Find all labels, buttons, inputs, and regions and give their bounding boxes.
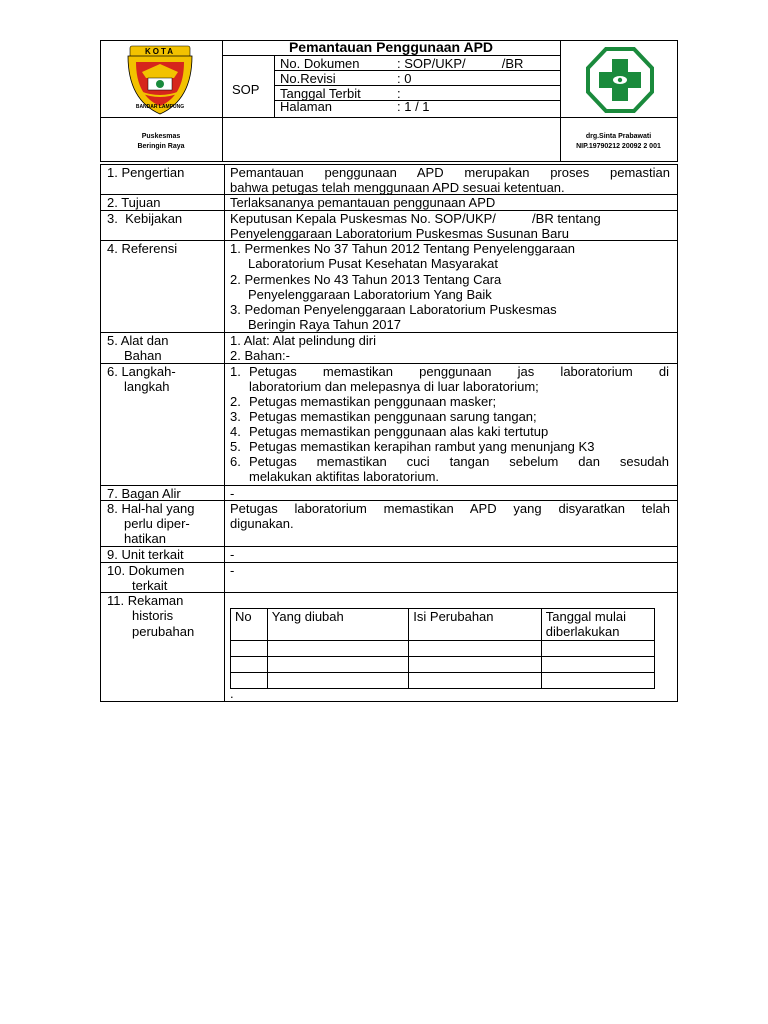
label-rekaman-3: perubahan <box>132 624 195 639</box>
signer-nip: NIP.19790212 20092 2 001 <box>576 143 661 150</box>
step-text: melakukan aktifitas laboratorium. <box>249 469 440 484</box>
signer-name: drg.Sinta Prabawati <box>585 133 652 140</box>
label-dokumen-2: terkait <box>132 578 168 593</box>
pengertian-line1: Pemantauan penggunaan APD merupakan proses pemastian <box>230 165 670 180</box>
field-value-halaman: : 1 / 1 <box>397 99 430 114</box>
step-number: 5. <box>230 439 241 454</box>
table-row <box>231 673 655 689</box>
label-alat-1: 5. Alat dan <box>107 333 169 348</box>
field-value-tanggal-terbit: : <box>397 86 401 101</box>
field-value-no-dokumen: : SOP/UKP/ /BR <box>397 56 524 71</box>
referensi-line3: 2. Permenkes No 43 Tahun 2013 Tentang Cara <box>230 272 502 287</box>
label-bagan-alir: 7. Bagan Alir <box>107 486 181 501</box>
alat-line1: 1. Alat: Alat pelindung diri <box>230 333 376 348</box>
bagan-alir-text: - <box>230 486 235 501</box>
alat-line2: 2. Bahan:- <box>230 348 290 363</box>
label-tujuan: 2. Tujuan <box>107 195 161 210</box>
step-text: laboratorium dan melepasnya di luar laboratorium; <box>249 379 539 394</box>
label-langkah-1: 6. Langkah- <box>107 364 176 379</box>
document-title: Pemantauan Penggunaan APD <box>288 39 494 55</box>
label-langkah-2: langkah <box>124 379 170 394</box>
institution-name-line1: Puskesmas <box>141 133 181 140</box>
field-label-no-dokumen: No. Dokumen <box>280 56 360 71</box>
label-halhal-3: hatikan <box>124 531 166 546</box>
label-halhal-2: perlu diper- <box>124 516 190 531</box>
step-text: Petugas memastikan penggunaan alas kaki tertutup <box>249 424 549 439</box>
kebijakan-line1: Keputusan Kepala Puskesmas No. SOP/UKP/ /BR tentang <box>230 211 601 226</box>
label-alat-2: Bahan <box>124 348 162 363</box>
tujuan-text: Terlaksananya pemantauan penggunaan APD <box>230 195 496 210</box>
institution-name-line2: Beringin Raya <box>137 143 185 150</box>
step-text: Petugas memastikan cuci tangan sebelum dan sesudah <box>249 454 669 469</box>
label-pengertian: 1. Pengertian <box>107 165 185 180</box>
emblem-text-top: KOTA <box>144 47 176 56</box>
kebijakan-line2: Penyelenggaraan Laboratorium Puskesmas Susunan Baru <box>230 226 569 241</box>
label-rekaman-1: 11. Rekaman <box>107 593 184 608</box>
history-col-isi-perubahan: Isi Perubahan <box>409 609 541 641</box>
table-row <box>231 657 655 673</box>
sop-label: SOP <box>232 82 260 97</box>
label-referensi: 4. Referensi <box>107 241 178 256</box>
rekaman-footnote: . <box>230 686 234 701</box>
step-text: Petugas memastikan penggunaan masker; <box>249 394 497 409</box>
step-number: 4. <box>230 424 241 439</box>
halhal-line1: Petugas laboratorium memastikan APD yang disyaratkan telah <box>230 501 670 516</box>
label-unit-terkait: 9. Unit terkait <box>107 547 184 562</box>
step-number: 3. <box>230 409 241 424</box>
label-dokumen-1: 10. Dokumen <box>107 563 185 578</box>
step-text: Petugas memastikan kerapihan rambut yang menunjang K3 <box>249 439 595 454</box>
history-col-no: No <box>231 609 268 641</box>
history-table <box>230 608 655 689</box>
field-value-no-revisi: : 0 <box>397 71 412 86</box>
history-col-yang-diubah: Yang diubah <box>267 609 409 641</box>
referensi-line2: Laboratorium Pusat Kesehatan Masyarakat <box>248 256 499 271</box>
history-col-tanggal: Tanggal mulai diberlakukan <box>541 609 654 641</box>
referensi-line5: 3. Pedoman Penyelenggaraan Laboratorium Puskesmas <box>230 302 557 317</box>
halhal-line2: digunakan. <box>230 516 294 531</box>
label-kebijakan: 3. Kebijakan <box>107 211 183 226</box>
referensi-line1: 1. Permenkes No 37 Tahun 2012 Tentang Penyelenggaraan <box>230 241 576 256</box>
step-text: Petugas memastikan penggunaan jas laboratorium di <box>249 364 669 379</box>
history-header-row <box>231 609 655 641</box>
step-number: 2. <box>230 394 241 409</box>
table-row <box>231 641 655 657</box>
unit-terkait-text: - <box>230 547 235 562</box>
label-rekaman-2: historis <box>132 608 174 623</box>
label-halhal-1: 8. Hal-hal yang <box>107 501 195 516</box>
field-label-tanggal-terbit: Tanggal Terbit <box>280 86 361 101</box>
step-number: 1. <box>230 364 241 379</box>
city-emblem-logo <box>120 42 200 118</box>
referensi-line4: Penyelenggaraan Laboratorium Yang Baik <box>248 287 492 302</box>
referensi-line6: Beringin Raya Tahun 2017 <box>248 317 401 332</box>
pengertian-line2: bahwa petugas telah menggunaan APD sesuai ketentuan. <box>230 180 565 195</box>
field-label-halaman: Halaman <box>280 99 333 114</box>
field-label-no-revisi: No.Revisi <box>280 71 336 86</box>
step-number: 6. <box>230 454 241 469</box>
dokumen-text: - <box>230 563 235 578</box>
puskesmas-logo <box>585 46 655 114</box>
emblem-text-bottom: BANDAR LAMPUNG <box>135 104 185 110</box>
step-text: Petugas memastikan penggunaan sarung tangan; <box>249 409 537 424</box>
